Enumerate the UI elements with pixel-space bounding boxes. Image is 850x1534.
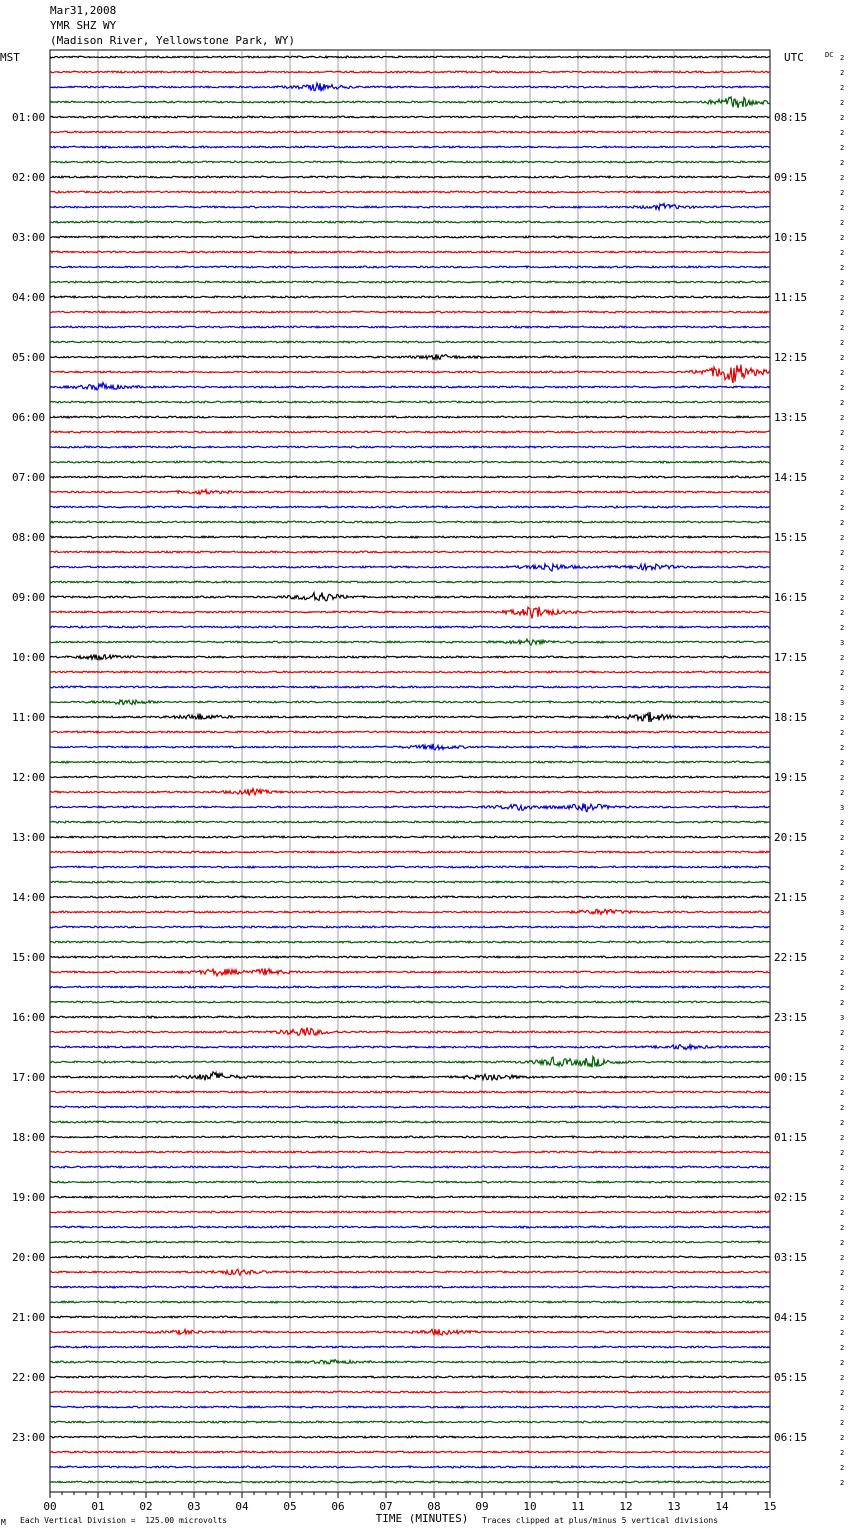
utc-hour-label: 08:15 bbox=[774, 111, 808, 124]
dc-value: 3 bbox=[840, 639, 845, 647]
trace-row bbox=[50, 1121, 770, 1123]
dc-value: 2 bbox=[840, 819, 845, 827]
dc-value: 2 bbox=[840, 1179, 845, 1187]
x-tick-label: 07 bbox=[379, 1500, 393, 1513]
trace-row bbox=[50, 968, 770, 975]
dc-value: 2 bbox=[840, 309, 845, 317]
trace-row bbox=[50, 686, 770, 688]
trace-row bbox=[50, 1211, 770, 1213]
trace-row bbox=[50, 204, 770, 210]
dc-value: 2 bbox=[840, 924, 845, 932]
trace-row bbox=[50, 564, 770, 571]
dc-value: 3 bbox=[840, 909, 845, 917]
trace-row bbox=[50, 296, 770, 298]
trace-row bbox=[50, 866, 770, 868]
dc-value: 2 bbox=[840, 729, 845, 737]
utc-hour-label: 06:15 bbox=[774, 1431, 808, 1444]
trace-row bbox=[50, 506, 770, 508]
trace-row bbox=[50, 251, 770, 253]
mst-hour-label: 14:00 bbox=[12, 891, 46, 904]
trace-row bbox=[50, 731, 770, 733]
trace-row bbox=[50, 461, 770, 463]
trace-row bbox=[50, 1269, 770, 1275]
utc-hour-label: 11:15 bbox=[774, 291, 808, 304]
dc-value: 2 bbox=[840, 939, 845, 947]
x-tick-label: 15 bbox=[763, 1500, 777, 1513]
trace-row bbox=[50, 700, 770, 704]
x-tick-label: 06 bbox=[331, 1500, 345, 1513]
mst-hour-label: 04:00 bbox=[12, 291, 46, 304]
trace-row bbox=[50, 341, 770, 343]
trace-row bbox=[50, 521, 770, 523]
dc-value: 2 bbox=[840, 714, 845, 722]
trace-row bbox=[50, 655, 770, 660]
dc-value: 2 bbox=[840, 1104, 845, 1112]
trace-row bbox=[50, 1136, 770, 1138]
mst-hour-label: 10:00 bbox=[12, 651, 46, 664]
trace-row bbox=[50, 281, 770, 283]
utc-hour-label: 00:15 bbox=[774, 1071, 808, 1084]
dc-value: 2 bbox=[840, 189, 845, 197]
trace-row bbox=[50, 1016, 770, 1018]
mst-hour-label: 15:00 bbox=[12, 951, 46, 964]
trace-row bbox=[50, 236, 770, 238]
dc-value: 2 bbox=[840, 879, 845, 887]
dc-value: 2 bbox=[840, 264, 845, 272]
mst-hour-label: 06:00 bbox=[12, 411, 46, 424]
trace-row bbox=[50, 1196, 770, 1198]
dc-value: 2 bbox=[840, 399, 845, 407]
dc-value: 3 bbox=[840, 699, 845, 707]
dc-value: 2 bbox=[840, 69, 845, 77]
mst-hour-label: 21:00 bbox=[12, 1311, 46, 1324]
dc-value: 2 bbox=[840, 564, 845, 572]
dc-value: 2 bbox=[840, 354, 845, 362]
dc-value: 2 bbox=[840, 474, 845, 482]
dc-value: 2 bbox=[840, 339, 845, 347]
dc-value: 2 bbox=[840, 519, 845, 527]
dc-value: 2 bbox=[840, 1419, 845, 1427]
utc-axis-label: UTC bbox=[784, 51, 804, 64]
utc-hour-label: 17:15 bbox=[774, 651, 808, 664]
trace-row bbox=[50, 956, 770, 958]
dc-value: 2 bbox=[840, 1254, 845, 1262]
dc-value: 2 bbox=[840, 279, 845, 287]
trace-row bbox=[50, 161, 770, 163]
utc-hour-label: 04:15 bbox=[774, 1311, 808, 1324]
dc-value: 2 bbox=[840, 1029, 845, 1037]
dc-value: 2 bbox=[840, 369, 845, 377]
dc-column-label: DC bbox=[825, 51, 834, 59]
corner-mark: M bbox=[1, 1518, 6, 1527]
trace-row bbox=[50, 1181, 770, 1183]
trace-row bbox=[50, 1091, 770, 1093]
trace-row bbox=[50, 941, 770, 943]
utc-hour-label: 18:15 bbox=[774, 711, 808, 724]
dc-value: 2 bbox=[840, 324, 845, 332]
utc-hour-label: 16:15 bbox=[774, 591, 808, 604]
dc-value: 2 bbox=[840, 1314, 845, 1322]
dc-value: 2 bbox=[840, 1194, 845, 1202]
trace-row bbox=[50, 1391, 770, 1393]
trace-row bbox=[50, 744, 770, 750]
x-tick-label: 02 bbox=[139, 1500, 153, 1513]
dc-value: 2 bbox=[840, 1164, 845, 1172]
trace-row bbox=[50, 1226, 770, 1228]
utc-hour-label: 10:15 bbox=[774, 231, 808, 244]
dc-value: 2 bbox=[840, 579, 845, 587]
trace-row bbox=[50, 1166, 770, 1168]
mst-hour-label: 08:00 bbox=[12, 531, 46, 544]
trace-row bbox=[50, 803, 770, 811]
trace-row bbox=[50, 761, 770, 763]
x-tick-label: 04 bbox=[235, 1500, 249, 1513]
dc-value: 2 bbox=[840, 1059, 845, 1067]
mst-hour-label: 13:00 bbox=[12, 831, 46, 844]
dc-value: 2 bbox=[840, 489, 845, 497]
trace-row bbox=[50, 896, 770, 898]
x-tick-label: 00 bbox=[43, 1500, 57, 1513]
dc-value: 2 bbox=[840, 84, 845, 92]
dc-value: 2 bbox=[840, 594, 845, 602]
trace-row bbox=[50, 536, 770, 538]
dc-value: 2 bbox=[840, 534, 845, 542]
utc-hour-label: 02:15 bbox=[774, 1191, 808, 1204]
trace-row bbox=[50, 1286, 770, 1288]
dc-value: 2 bbox=[840, 429, 845, 437]
dc-value: 2 bbox=[840, 129, 845, 137]
station-location: (Madison River, Yellowstone Park, WY) bbox=[50, 34, 296, 47]
x-tick-label: 10 bbox=[523, 1500, 537, 1513]
utc-hour-label: 20:15 bbox=[774, 831, 808, 844]
dc-value: 2 bbox=[840, 1044, 845, 1052]
x-tick-label: 14 bbox=[715, 1500, 729, 1513]
dc-value: 2 bbox=[840, 969, 845, 977]
dc-value: 2 bbox=[840, 1134, 845, 1142]
utc-hour-label: 13:15 bbox=[774, 411, 808, 424]
utc-hour-label: 14:15 bbox=[774, 471, 808, 484]
utc-hour-label: 21:15 bbox=[774, 891, 808, 904]
dc-value: 2 bbox=[840, 1329, 845, 1337]
seismogram-traces bbox=[50, 56, 770, 1483]
trace-row bbox=[50, 1316, 770, 1318]
division-note: Each Vertical Division = 125.00 microvolts bbox=[20, 1516, 228, 1525]
plot-date: Mar31,2008 bbox=[50, 4, 117, 17]
dc-value: 2 bbox=[840, 864, 845, 872]
trace-row bbox=[50, 383, 770, 390]
trace-row bbox=[50, 881, 770, 883]
trace-row bbox=[50, 1028, 770, 1036]
trace-row bbox=[50, 221, 770, 223]
mst-hour-label: 17:00 bbox=[12, 1071, 46, 1084]
utc-hour-label: 15:15 bbox=[774, 531, 808, 544]
dc-value: 2 bbox=[840, 549, 845, 557]
trace-row bbox=[50, 986, 770, 988]
dc-value: 2 bbox=[840, 1209, 845, 1217]
trace-row bbox=[50, 431, 770, 433]
trace-row bbox=[50, 788, 770, 795]
dc-value: 2 bbox=[840, 1299, 845, 1307]
dc-value: 2 bbox=[840, 1149, 845, 1157]
trace-row bbox=[50, 1072, 770, 1080]
dc-value: 2 bbox=[840, 999, 845, 1007]
dc-value: 2 bbox=[840, 294, 845, 302]
mst-hour-label: 05:00 bbox=[12, 351, 46, 364]
x-tick-label: 12 bbox=[619, 1500, 633, 1513]
trace-row bbox=[50, 1376, 770, 1378]
trace-row bbox=[50, 83, 770, 91]
trace-row bbox=[50, 416, 770, 418]
trace-row bbox=[50, 926, 770, 928]
dc-value: 2 bbox=[840, 984, 845, 992]
dc-value: 2 bbox=[840, 114, 845, 122]
dc-value: 2 bbox=[840, 894, 845, 902]
station-code: YMR SHZ WY bbox=[50, 19, 117, 32]
trace-row bbox=[50, 71, 770, 73]
x-tick-label: 08 bbox=[427, 1500, 441, 1513]
trace-row bbox=[50, 476, 770, 478]
dc-value: 2 bbox=[840, 504, 845, 512]
utc-hour-label: 19:15 bbox=[774, 771, 808, 784]
mst-hour-label: 19:00 bbox=[12, 1191, 46, 1204]
dc-value: 2 bbox=[840, 54, 845, 62]
trace-row bbox=[50, 821, 770, 823]
trace-row bbox=[50, 176, 770, 178]
trace-row bbox=[50, 326, 770, 328]
trace-row bbox=[50, 354, 770, 359]
dc-value: 2 bbox=[840, 459, 845, 467]
trace-row bbox=[50, 131, 770, 133]
dc-value: 2 bbox=[840, 834, 845, 842]
x-tick-label: 03 bbox=[187, 1500, 201, 1513]
trace-row bbox=[50, 836, 770, 838]
x-tick-label: 01 bbox=[91, 1500, 105, 1513]
trace-row bbox=[50, 97, 770, 108]
dc-value: 2 bbox=[840, 159, 845, 167]
dc-value: 2 bbox=[840, 954, 845, 962]
mst-hour-label: 20:00 bbox=[12, 1251, 46, 1264]
trace-row bbox=[50, 851, 770, 853]
trace-row bbox=[50, 1346, 770, 1348]
trace-row bbox=[50, 1436, 770, 1438]
dc-value: 2 bbox=[840, 774, 845, 782]
trace-row bbox=[50, 56, 770, 58]
dc-value: 2 bbox=[840, 219, 845, 227]
dc-value: 2 bbox=[840, 204, 845, 212]
dc-value: 2 bbox=[840, 759, 845, 767]
mst-hour-label: 23:00 bbox=[12, 1431, 46, 1444]
dc-value: 2 bbox=[840, 1224, 845, 1232]
dc-value: 2 bbox=[840, 1239, 845, 1247]
trace-row bbox=[50, 1406, 770, 1408]
trace-row bbox=[50, 551, 770, 553]
utc-hour-label: 23:15 bbox=[774, 1011, 808, 1024]
trace-row bbox=[50, 712, 770, 722]
trace-row bbox=[50, 1256, 770, 1258]
dc-value: 2 bbox=[840, 684, 845, 692]
mst-hour-label: 09:00 bbox=[12, 591, 46, 604]
dc-value: 2 bbox=[840, 744, 845, 752]
dc-value: 2 bbox=[840, 234, 845, 242]
trace-row bbox=[50, 191, 770, 193]
dc-value: 2 bbox=[840, 1284, 845, 1292]
trace-row bbox=[50, 607, 770, 619]
trace-row bbox=[50, 490, 770, 495]
dc-value: 2 bbox=[840, 849, 845, 857]
mst-hour-label: 03:00 bbox=[12, 231, 46, 244]
mst-hour-label: 11:00 bbox=[12, 711, 46, 724]
dc-value: 2 bbox=[840, 1359, 845, 1367]
dc-value: 2 bbox=[840, 1404, 845, 1412]
trace-row bbox=[50, 401, 770, 403]
dc-value: 2 bbox=[840, 144, 845, 152]
trace-row bbox=[50, 626, 770, 628]
dc-value: 2 bbox=[840, 609, 845, 617]
dc-value: 3 bbox=[840, 804, 845, 812]
trace-row bbox=[50, 311, 770, 313]
trace-row bbox=[50, 593, 770, 601]
dc-value: 2 bbox=[840, 384, 845, 392]
mst-hour-label: 22:00 bbox=[12, 1371, 46, 1384]
trace-row bbox=[50, 581, 770, 583]
dc-value: 2 bbox=[840, 654, 845, 662]
dc-value: 2 bbox=[840, 1269, 845, 1277]
trace-row bbox=[50, 1451, 770, 1453]
trace-row bbox=[50, 1106, 770, 1108]
dc-value: 2 bbox=[840, 1449, 845, 1457]
x-axis-title: TIME (MINUTES) bbox=[375, 1512, 469, 1525]
dc-value: 2 bbox=[840, 1479, 845, 1487]
utc-hour-label: 01:15 bbox=[774, 1131, 808, 1144]
trace-row bbox=[50, 1360, 770, 1364]
mst-hour-label: 12:00 bbox=[12, 771, 46, 784]
trace-row bbox=[50, 1001, 770, 1003]
trace-row bbox=[50, 1466, 770, 1468]
dc-value: 2 bbox=[840, 174, 845, 182]
dc-value: 2 bbox=[840, 1344, 845, 1352]
dc-value: 2 bbox=[840, 1089, 845, 1097]
mst-hour-label: 02:00 bbox=[12, 171, 46, 184]
trace-row bbox=[50, 639, 770, 645]
trace-row bbox=[50, 266, 770, 268]
x-tick-label: 11 bbox=[571, 1500, 585, 1513]
dc-value: 2 bbox=[840, 1374, 845, 1382]
dc-value: 2 bbox=[840, 414, 845, 422]
mst-hour-label: 18:00 bbox=[12, 1131, 46, 1144]
x-tick-label: 09 bbox=[475, 1500, 489, 1513]
trace-row bbox=[50, 1056, 770, 1067]
trace-row bbox=[50, 116, 770, 118]
utc-hour-label: 09:15 bbox=[774, 171, 808, 184]
trace-row bbox=[50, 1151, 770, 1153]
mst-axis-label: MST bbox=[0, 51, 20, 64]
dc-value: 2 bbox=[840, 624, 845, 632]
utc-hour-label: 22:15 bbox=[774, 951, 808, 964]
utc-hour-label: 12:15 bbox=[774, 351, 808, 364]
dc-value: 2 bbox=[840, 1074, 845, 1082]
dc-value: 2 bbox=[840, 1389, 845, 1397]
mst-hour-label: 01:00 bbox=[12, 111, 46, 124]
mst-hour-label: 07:00 bbox=[12, 471, 46, 484]
trace-row bbox=[50, 671, 770, 673]
dc-value: 3 bbox=[840, 1014, 845, 1022]
trace-row bbox=[50, 365, 770, 383]
dc-value: 2 bbox=[840, 99, 845, 107]
dc-value: 2 bbox=[840, 249, 845, 257]
trace-row bbox=[50, 909, 770, 914]
trace-row bbox=[50, 1241, 770, 1243]
trace-row bbox=[50, 1421, 770, 1423]
trace-row bbox=[50, 776, 770, 778]
trace-row bbox=[50, 1329, 770, 1335]
trace-row bbox=[50, 146, 770, 148]
mst-hour-label: 16:00 bbox=[12, 1011, 46, 1024]
trace-row bbox=[50, 1045, 770, 1050]
x-tick-label: 13 bbox=[667, 1500, 681, 1513]
x-tick-label: 05 bbox=[283, 1500, 297, 1513]
dc-value: 2 bbox=[840, 1119, 845, 1127]
dc-value: 2 bbox=[840, 1464, 845, 1472]
trace-row bbox=[50, 1301, 770, 1303]
dc-value: 2 bbox=[840, 1434, 845, 1442]
clip-note: Traces clipped at plus/minus 5 vertical divisions bbox=[482, 1516, 719, 1525]
dc-value: 2 bbox=[840, 669, 845, 677]
utc-hour-label: 03:15 bbox=[774, 1251, 808, 1264]
dc-value: 2 bbox=[840, 444, 845, 452]
trace-row bbox=[50, 446, 770, 448]
trace-row bbox=[50, 1481, 770, 1483]
utc-hour-label: 05:15 bbox=[774, 1371, 808, 1384]
dc-value: 2 bbox=[840, 789, 845, 797]
